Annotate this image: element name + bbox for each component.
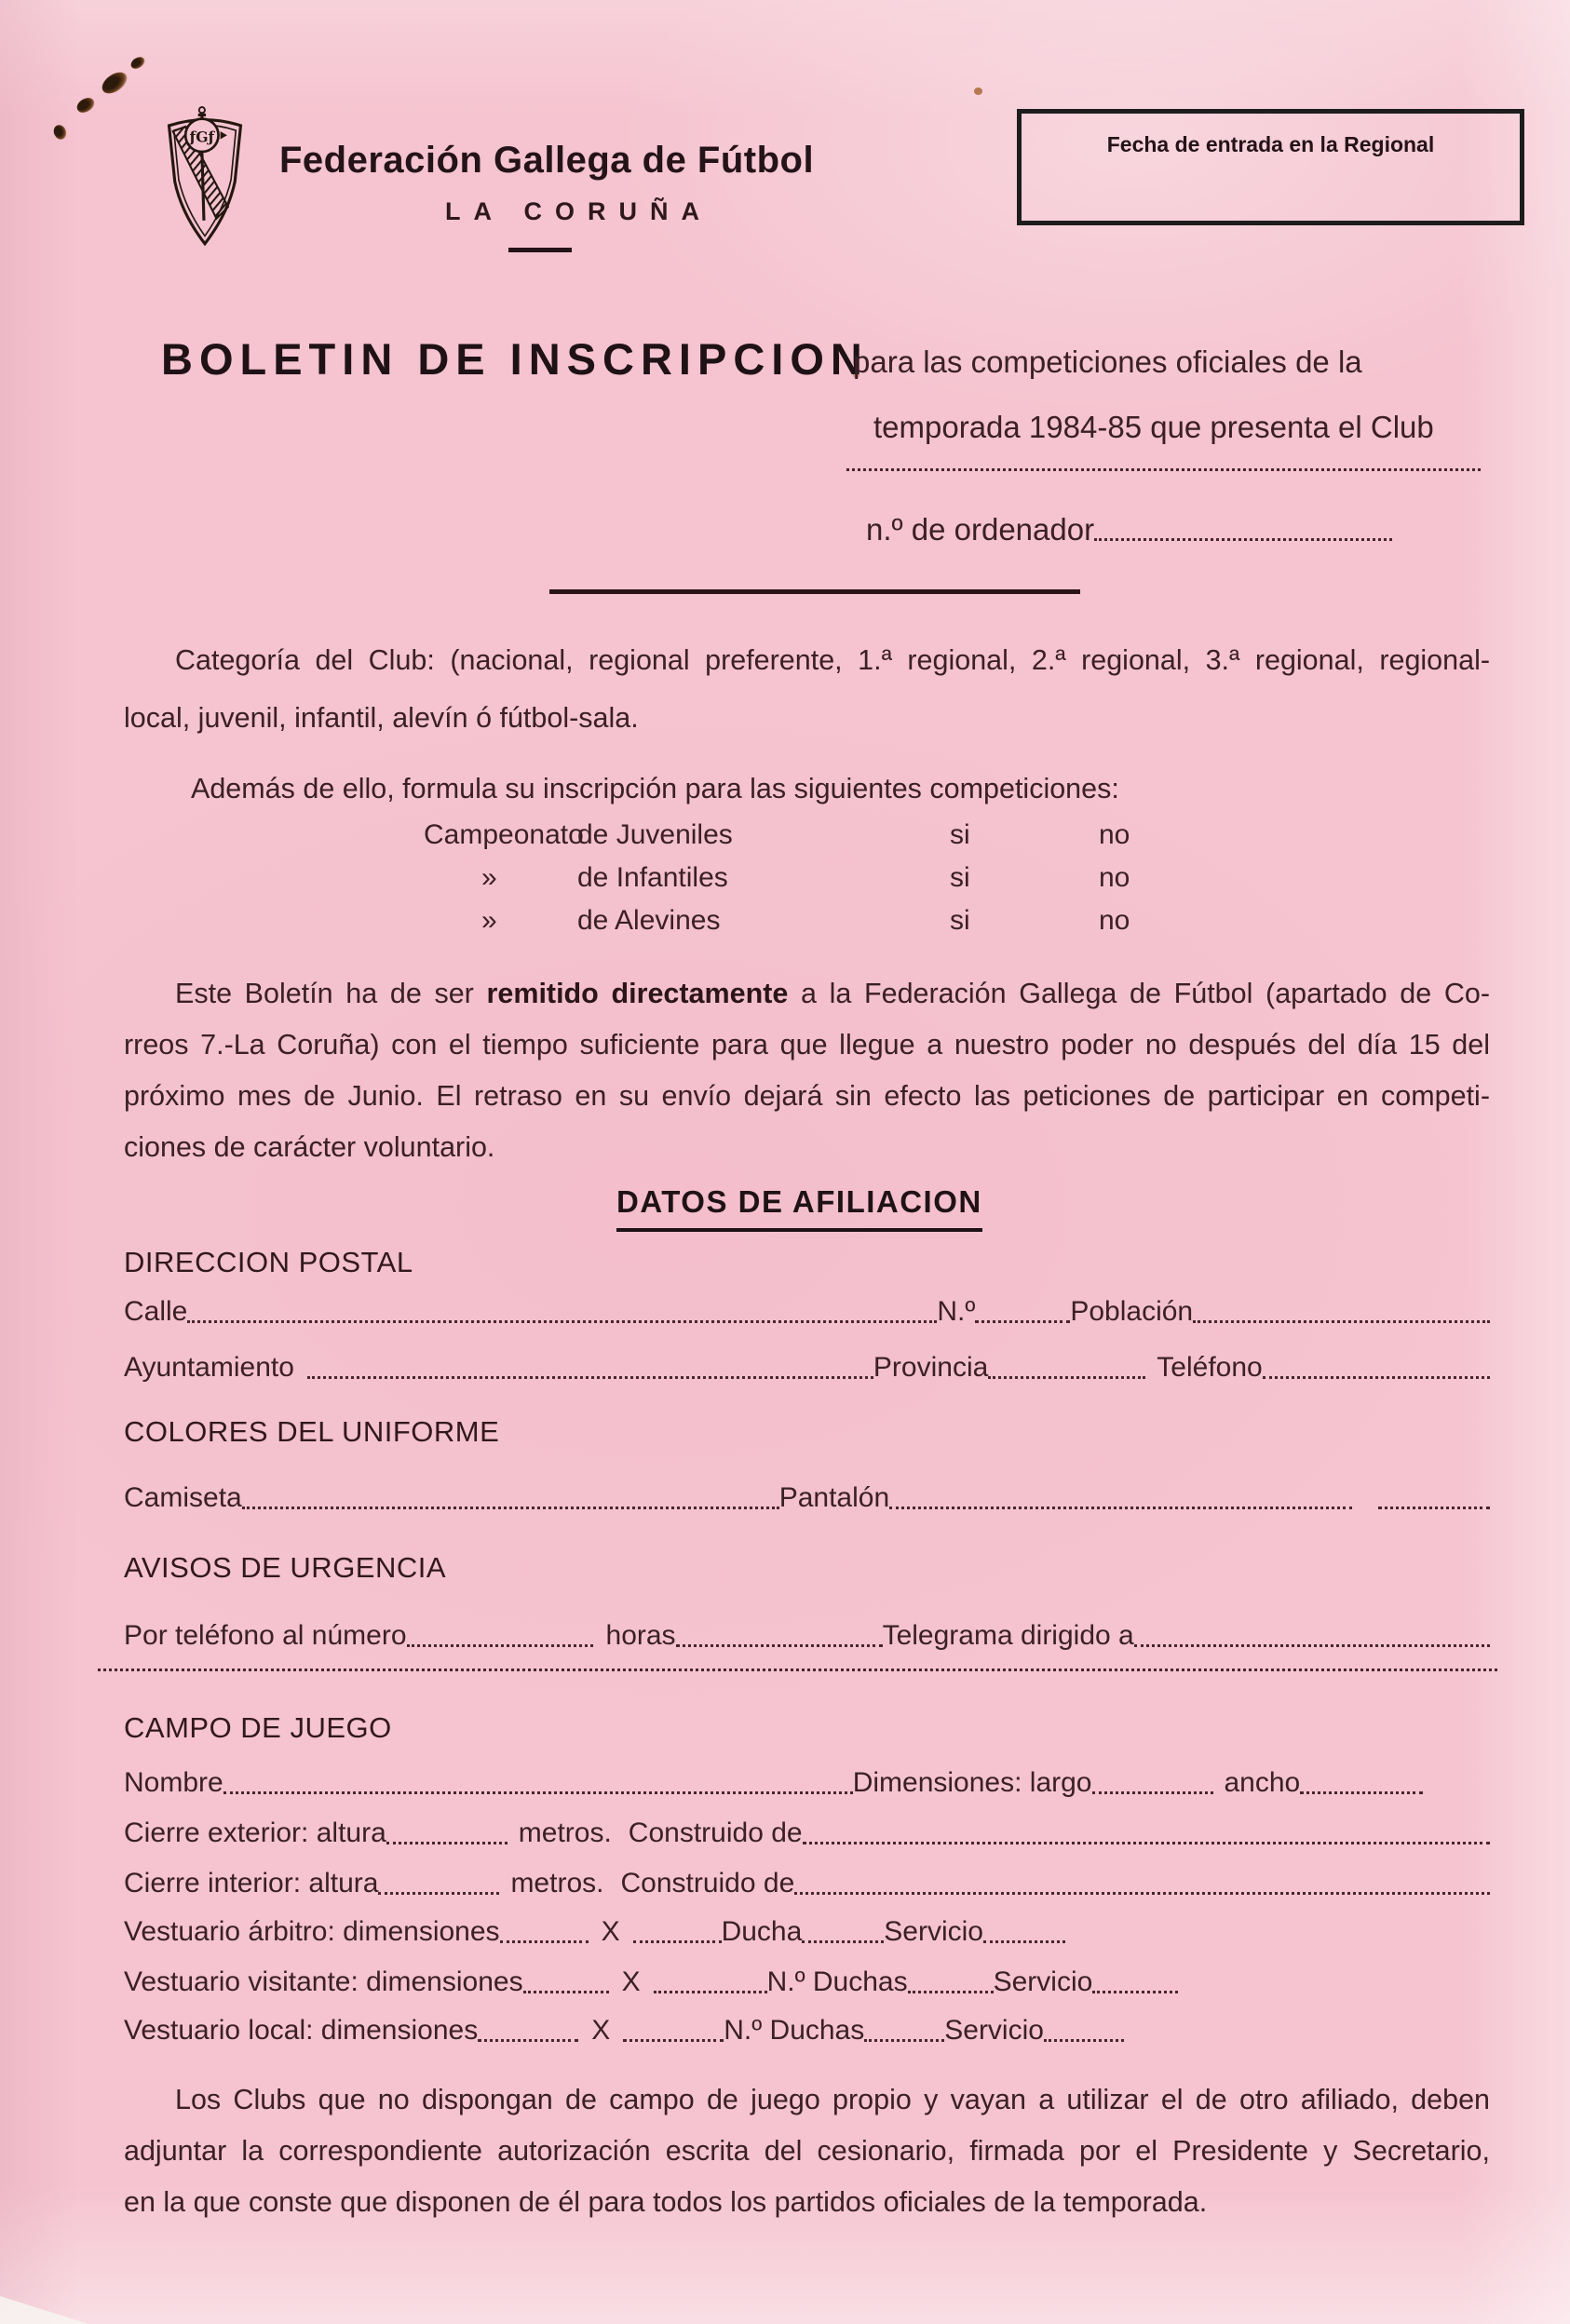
servicio-label: Servicio (993, 1966, 1093, 1997)
form-row-camiseta (124, 1482, 1490, 1514)
vestuario-local-dim1-input-line[interactable] (478, 2039, 578, 2042)
vestuario-local-dim2-input-line[interactable] (623, 2039, 724, 2042)
ayuntamiento-label: Ayuntamiento (124, 1352, 294, 1383)
vestuario-arbitro-ducha-input-line[interactable] (802, 1940, 884, 1943)
ordenador-row (866, 514, 1392, 546)
poblacion-input-line[interactable] (1193, 1320, 1490, 1323)
cierre-exterior-material-input-line[interactable] (803, 1842, 1490, 1844)
construido-label: Construido de (628, 1817, 803, 1848)
option-no[interactable]: no (1099, 819, 1130, 850)
notice-line1: Este Boletín ha de ser remitido directamente a la Federación Gallega de Fútbol (apartado de Co- (175, 978, 1490, 1009)
aviso-numero-input-line[interactable] (407, 1644, 593, 1647)
provincia-input-line[interactable] (988, 1376, 1145, 1379)
entry-date-box-label: Fecha de entrada en la Regional (1106, 132, 1435, 156)
vestuario-arbitro-servicio-input-line[interactable] (983, 1940, 1065, 1943)
numero-input-line[interactable] (975, 1320, 1070, 1323)
telefono-label: Teléfono (1157, 1352, 1263, 1383)
x-label: X (591, 2015, 611, 2046)
category-line2: local, juvenil, infantil, alevín ó fútbol-sala. (124, 702, 639, 734)
form-row-cierre-exterior (124, 1817, 1490, 1849)
servicio-label: Servicio (884, 1916, 983, 1947)
vestuario-visitante-dim2-input-line[interactable] (654, 1991, 767, 1993)
camiseta-input-line[interactable] (242, 1507, 779, 1509)
section-separator-dotted (98, 1669, 1497, 1671)
metros-label: metros. (518, 1817, 612, 1848)
form-row-vestuario-visitante (124, 1966, 1178, 1998)
competition-prefix: » (481, 905, 497, 936)
pantalon-label: Pantalón (778, 1482, 890, 1513)
x-label: X (601, 1916, 620, 1947)
option-si[interactable]: si (950, 819, 970, 850)
servicio-label: Servicio (944, 2015, 1044, 2046)
ancho-input-line[interactable] (1300, 1791, 1423, 1794)
vestuario-visitante-label: Vestuario visitante: dimensiones (124, 1966, 523, 1997)
form-row-vestuario-local (124, 2015, 1124, 2047)
vestuario-arbitro-label: Vestuario árbitro: dimensiones (124, 1916, 500, 1947)
vestuario-visitante-servicio-input-line[interactable] (1092, 1991, 1178, 1993)
competitions-intro: Además de ello, formula su inscripción para las siguientes competiciones: (191, 773, 1119, 804)
vestuario-local-servicio-input-line[interactable] (1044, 2039, 1124, 2042)
telegrama-label: Telegrama dirigido a (882, 1620, 1134, 1651)
metros-label: metros. (510, 1868, 604, 1898)
poblacion-label: Población (1070, 1296, 1194, 1327)
form-row-ayuntamiento (124, 1352, 1490, 1384)
num-duchas-label: N.º Duchas (724, 2015, 865, 2046)
form-row-nombre-campo (124, 1767, 1423, 1799)
footer-note-paragraph (124, 2074, 1490, 2228)
title-separator-rule (549, 589, 1080, 594)
competition-prefix: » (481, 862, 497, 893)
option-no[interactable]: no (1099, 862, 1130, 893)
ancho-label: ancho (1224, 1767, 1301, 1798)
form-row-cierre-interior (124, 1868, 1490, 1899)
submission-notice-paragraph (124, 968, 1490, 1173)
ordenador-input-line[interactable] (1094, 538, 1392, 541)
notice-line4: ciones de carácter voluntario. (124, 1131, 495, 1163)
competition-prefix: Campeonato (424, 819, 584, 850)
pantalon-input-line-2[interactable] (1378, 1507, 1490, 1509)
vestuario-local-duchas-input-line[interactable] (864, 2039, 944, 2042)
vestuario-arbitro-dim2-input-line[interactable] (633, 1940, 722, 1943)
cierre-interior-altura-input-line[interactable] (378, 1892, 499, 1895)
x-label: X (621, 1966, 641, 1997)
title-tagline-line2: temporada 1984-85 que presenta el Club (873, 410, 1434, 444)
ayuntamiento-input-line[interactable] (307, 1376, 873, 1379)
vestuario-arbitro-dim1-input-line[interactable] (500, 1940, 589, 1943)
largo-input-line[interactable] (1092, 1791, 1213, 1794)
competition-name: de Infantiles (577, 862, 728, 893)
paper-speck (974, 88, 982, 95)
entry-date-box[interactable] (1017, 109, 1524, 225)
notice-bold-phrase: remitido directamente (486, 978, 789, 1009)
colores-uniforme-heading: COLORES DEL UNIFORME (124, 1415, 500, 1448)
notice-line2: rreos 7.-La Coruña) con el tiempo suficiente para que llegue a nuestro poder no después del día 15 del (124, 1029, 1490, 1061)
organization-city: LA CORUÑA (445, 197, 712, 225)
avisos-urgencia-heading: AVISOS DE URGENCIA (124, 1551, 447, 1584)
title-tagline-line1: para las competiciones oficiales de la (853, 345, 1362, 379)
footer-line2: adjuntar la correspondiente autorización escrita del cesionario, firmada por el Presidente y Secretario, (124, 2135, 1490, 2167)
campo-juego-heading: CAMPO DE JUEGO (124, 1711, 392, 1744)
calle-input-line[interactable] (187, 1320, 937, 1323)
num-duchas-label: N.º Duchas (766, 1966, 908, 1997)
nombre-campo-input-line[interactable] (223, 1791, 853, 1794)
federation-crest-logo (156, 104, 253, 250)
horas-input-line[interactable] (676, 1644, 883, 1647)
category-paragraph (124, 631, 1490, 747)
category-line1: Categoría del Club: (nacional, regional preferente, 1.ª regional, 2.ª regional, 3.ª regional, regional- (175, 644, 1490, 676)
dimensiones-largo-label: Dimensiones: largo (852, 1767, 1092, 1798)
svg-text:ƒGƒ: ƒGƒ (189, 128, 215, 146)
option-no[interactable]: no (1099, 905, 1130, 936)
footer-line3: en la que conste que disponen de él para todos los partidos oficiales de la temporada. (124, 2186, 1208, 2218)
competition-name: de Juveniles (577, 819, 733, 850)
nombre-label: Nombre (124, 1767, 223, 1798)
direccion-postal-heading: DIRECCION POSTAL (124, 1246, 413, 1278)
form-row-calle (124, 1296, 1490, 1328)
vestuario-local-label: Vestuario local: dimensiones (124, 2015, 479, 2046)
organization-name: Federación Gallega de Fútbol (279, 140, 815, 181)
vestuario-visitante-duchas-input-line[interactable] (908, 1991, 994, 1993)
option-si[interactable]: si (950, 905, 970, 936)
telefono-input-line[interactable] (1263, 1376, 1490, 1379)
por-telefono-label: Por teléfono al número (124, 1620, 407, 1651)
provincia-label: Provincia (873, 1352, 989, 1383)
footer-line1: Los Clubs que no dispongan de campo de juego propio y vayan a utilizar el de otro afiliado, deben (175, 2084, 1490, 2115)
cierre-interior-label: Cierre interior: altura (124, 1868, 379, 1898)
ducha-label: Ducha (721, 1916, 803, 1947)
form-row-vestuario-arbitro (124, 1916, 1065, 1948)
city-underline (508, 248, 572, 252)
numero-label: N.º (937, 1296, 976, 1327)
telegrama-input-line[interactable] (1134, 1644, 1490, 1647)
horas-label: horas (605, 1620, 676, 1651)
calle-label: Calle (124, 1296, 188, 1327)
cierre-exterior-label: Cierre exterior: altura (124, 1817, 386, 1848)
ordenador-label: n.º de ordenador (866, 512, 1095, 547)
afiliacion-heading: DATOS DE AFILIACION (616, 1184, 982, 1232)
club-name-input-line[interactable] (846, 446, 1481, 471)
pantalon-input-line[interactable] (889, 1507, 1352, 1509)
competitions-list (424, 819, 1173, 936)
cierre-exterior-altura-input-line[interactable] (386, 1842, 508, 1844)
form-row-aviso-telefono (124, 1620, 1490, 1652)
notice-line3: próximo mes de Junio. El retraso en su envío dejará sin efecto las peticiones de participar en competi- (124, 1080, 1490, 1112)
paper-corner-tear (0, 2296, 88, 2324)
construido-label: Construido de (620, 1868, 795, 1898)
option-si[interactable]: si (950, 862, 970, 893)
competition-name: de Alevines (577, 905, 721, 936)
cierre-interior-material-input-line[interactable] (794, 1892, 1490, 1895)
camiseta-label: Camiseta (124, 1482, 242, 1513)
vestuario-visitante-dim1-input-line[interactable] (523, 1991, 609, 1993)
document-title: BOLETIN DE INSCRIPCION (161, 334, 869, 384)
